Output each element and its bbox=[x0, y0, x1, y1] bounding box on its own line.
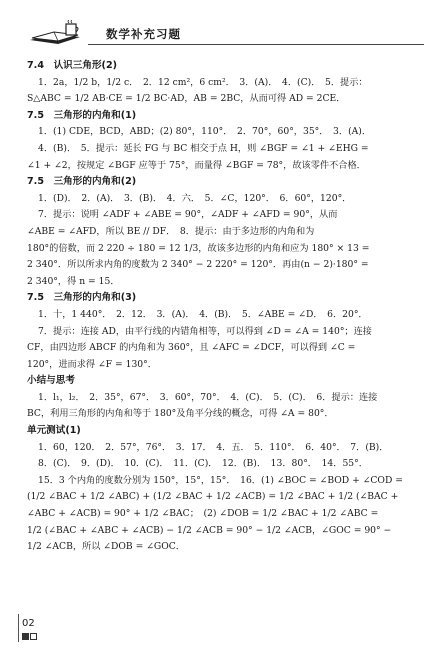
answer-line: 1．2a，1/2 b，1/2 c． 2．12 cm²，6 cm²． 3．(A)． 4．(C)． 5．提示： bbox=[38, 76, 368, 88]
header-rule bbox=[88, 44, 424, 45]
page-header bbox=[18, 14, 418, 44]
answer-line: ∠1 + ∠2，按规定 ∠BGF 应等于 75°，而量得 ∠BGF = 78°，故该零件不合格． bbox=[27, 159, 366, 171]
answer-line: 15．3 个内角的度数分别为 150°，15°，15°． 16．(1) ∠BOC = ∠BOD + ∠COD = bbox=[38, 474, 403, 486]
answer-line: 2 340°，得 n = 15． bbox=[27, 275, 120, 287]
outline-square-icon bbox=[30, 633, 37, 640]
section-heading: 小结与思考 bbox=[27, 375, 75, 387]
section-heading: 7.4 认识三角形(2) bbox=[27, 60, 118, 71]
answer-line: 7．提示：说明 ∠ADF + ∠ABE = 90°，∠ADF + ∠AFD = 90°，从而 bbox=[38, 209, 338, 221]
page-number: 02 bbox=[22, 618, 35, 629]
section-heading: 7.5 三角形的内角和(1) bbox=[27, 109, 137, 121]
filled-square-icon bbox=[22, 633, 29, 640]
answer-line: 1/2 (∠BAC + ∠ABC + ∠ACB) − 1/2 ∠ACB = 90° − 1/2 ∠ACB，∠GOC = 90° − bbox=[27, 524, 392, 536]
answer-line: CF，由四边形 ABCF 的内角和为 360°，且 ∠AFC = ∠DCF，可以得到 ∠C = bbox=[27, 342, 356, 354]
book-cup-logo-icon bbox=[28, 20, 84, 46]
answer-line: S△ABC = 1/2 AB·CE = 1/2 BC·AD，AB = 2BC，从而可得 AD = 2CE． bbox=[27, 93, 346, 105]
answer-line: 180°的倍数，而 2 220 ÷ 180 = 12 1/3，故该多边形的内角和应为 180° × 13 = bbox=[27, 242, 370, 254]
footer-divider bbox=[18, 614, 19, 642]
answer-line: 2 340°．所以所求内角的度数为 2 340° − 2 220° = 120°．再由(n − 2)·180° = bbox=[27, 259, 369, 271]
answer-line: 1．l₁，l₂． 2．35°，67°． 3．60°，70°． 4．(C)． 5．(C)． 6．提示：连接 bbox=[38, 391, 378, 403]
answer-line: 1/2 ∠ACB，所以 ∠DOB = ∠GOC． bbox=[27, 541, 185, 553]
answer-line: 8．(C)． 9．(D)． 10．(C)． 11．(C)． 12．(B)． 13．80°． 14．55°． bbox=[38, 458, 368, 470]
answer-line: 1．(1) CDE，BCD，ABD；(2) 80°，110°． 2．70°，60°，35°． 3．(A)． bbox=[38, 126, 372, 138]
answer-line: ∠ABC + ∠ACB) = 90° + 1/2 ∠BAC； (2) ∠DOB = 1/2 ∠BAC + 1/2 ∠ABC = bbox=[27, 508, 379, 520]
answer-line: 1．60，120． 2．57°，76°． 3．17． 4．五． 5．110°． 6．40°． 7．(B)． bbox=[38, 441, 389, 453]
answer-line: (1/2 ∠BAC + 1/2 ∠ABC) + (1/2 ∠BAC + 1/2 ∠ACB) = 1/2 ∠BAC + 1/2 (∠BAC + bbox=[27, 491, 399, 503]
answer-line: 7．提示：连接 AD，由平行线的内错角相等，可以得到 ∠D = ∠A = 140°；连接 bbox=[38, 325, 372, 337]
section-heading: 7.5 三角形的内角和(3) bbox=[27, 292, 137, 304]
section-heading: 单元测试(1) bbox=[27, 425, 81, 437]
answer-line: 120°，进而求得 ∠F = 130°． bbox=[27, 358, 157, 370]
series-title: 数学补充习题 bbox=[106, 27, 181, 41]
answer-line: 1．(D)． 2．(A)． 3．(B)． 4．六． 5．∠C，120°． 6．60°，120°． bbox=[38, 192, 352, 204]
section-heading: 7.5 三角形的内角和(2) bbox=[27, 176, 137, 188]
answer-line: 4．(B)． 5．提示：延长 FG 与 BC 相交于点 H，则 ∠BGF = ∠1 + ∠EHG = bbox=[38, 142, 369, 154]
answer-line: ∠ABE = ∠AFD，所以 BE // DF． 8．提示：由于多边形的内角和为 bbox=[27, 225, 315, 237]
answer-line: 1．十，1 440°． 2．12． 3．(A)． 4．(B)． 5．∠ABE = ∠D． 6．20°． bbox=[38, 308, 368, 320]
page-footer bbox=[18, 614, 78, 646]
answer-content bbox=[27, 58, 403, 556]
answer-line: BC，利用三角形的内角和等于 180°及角平分线的概念，可得 ∠A = 80°． bbox=[27, 408, 334, 420]
